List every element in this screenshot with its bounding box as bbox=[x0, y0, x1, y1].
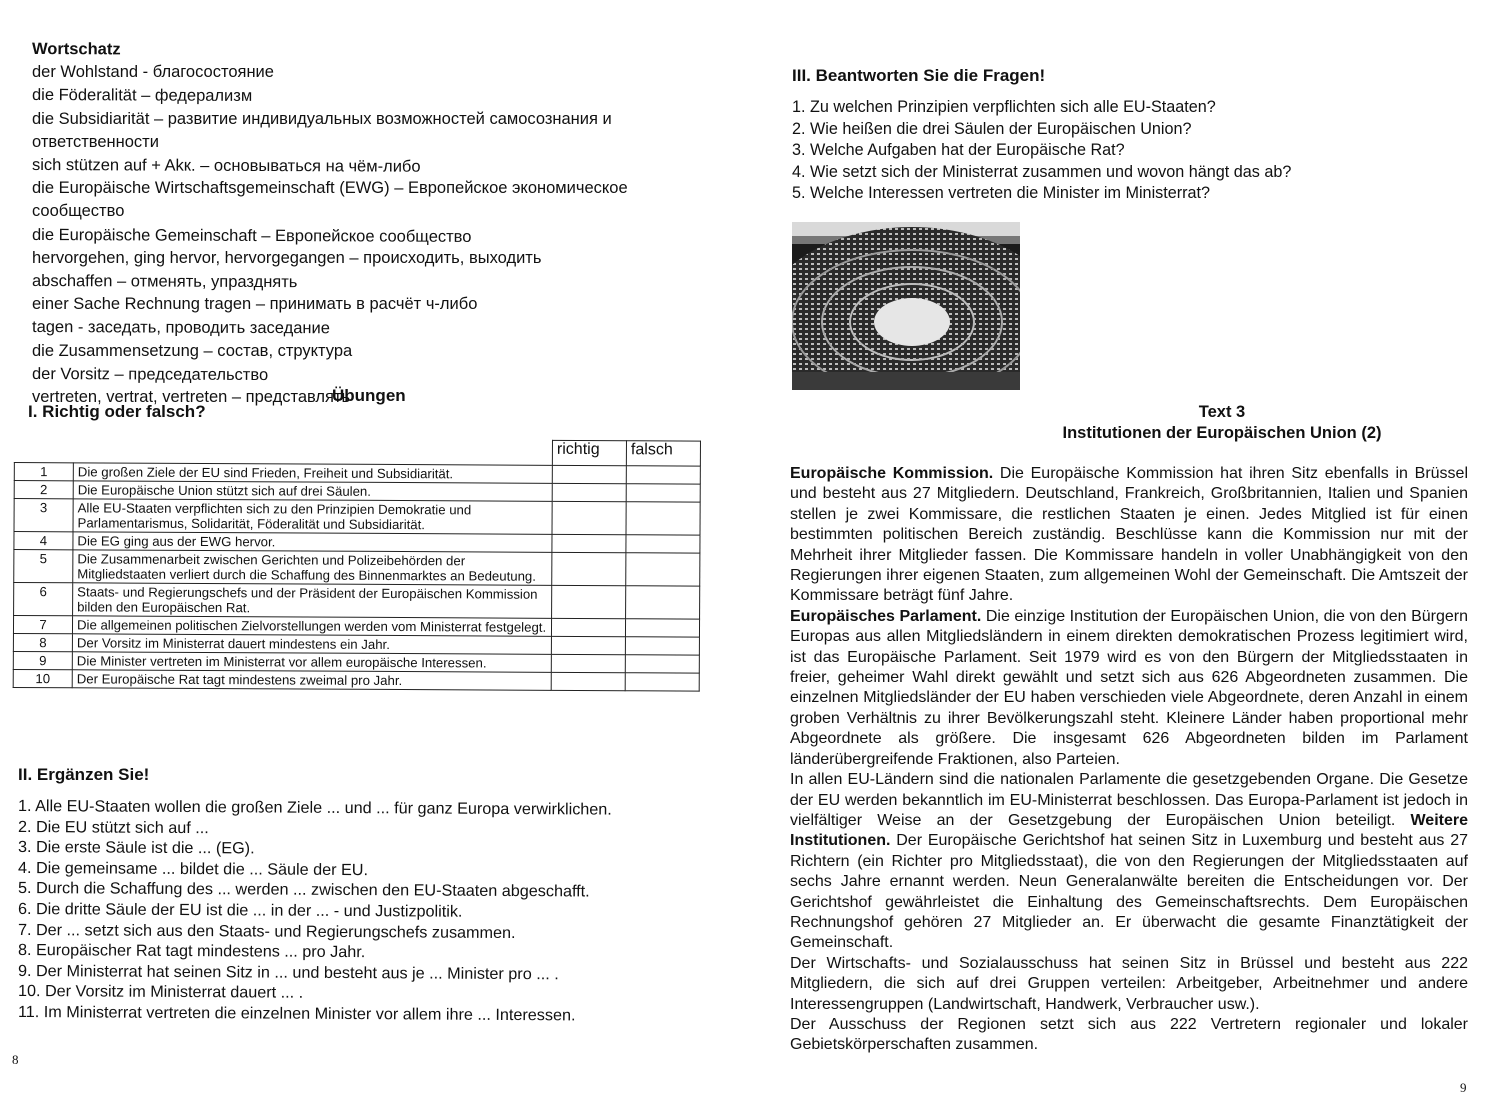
row-number: 3 bbox=[14, 499, 73, 532]
richtig-cell[interactable] bbox=[551, 636, 625, 654]
vocab-item: die Europäische Wirtschaftsgemeinschaft (EWG) – Европейское экономическое сообщество bbox=[32, 179, 628, 221]
right-page bbox=[752, 0, 1504, 1116]
question-item: 5. Welche Interessen vertreten die Minister im Ministerrat? bbox=[792, 184, 1211, 202]
vocab-item: der Wohlstand - благосостояние bbox=[32, 63, 274, 82]
falsch-cell[interactable] bbox=[625, 637, 699, 655]
richtig-cell[interactable] bbox=[552, 483, 626, 501]
vocab-item: die Zusammensetzung – состав, структура bbox=[32, 341, 353, 360]
row-statement: Der Europäische Rat tagt mindestens zweimal pro Jahr. bbox=[72, 670, 551, 691]
paragraph-text: Die einzige Institution der Europäischen Union, die von den Bürgern Europas aus allen Mitgliedsländern in einem direkten demokratischen Prozess legitimiert wird, ist das Europäische Parlament. Seit 1979 wird es von den Bürgern der Mitgliedsstaaten in freier, geheimer Wahl direkt gewählt und setzt sich aus 626 Abgeordneten zusammen. Die einzelnen Mitgliedsländer der EU haben verschieden viele Abgeordnete, deren Anzahl in einem groben Verhältnis zu ihrer Bevölkerungszahl steht. Kleinere Länder haben proportional mehr Abgeordnete als größere. Die insgesamt 626 Abgeordneten bilden im Parlament länderübergreifende Fraktionen, also Parteien. bbox=[790, 607, 1468, 768]
richtig-cell[interactable] bbox=[552, 501, 626, 534]
section1-title: I. Richtig oder falsch? bbox=[28, 402, 206, 421]
text-label: Text 3 bbox=[1198, 403, 1246, 421]
richtig-cell[interactable] bbox=[551, 654, 625, 672]
richtig-cell[interactable] bbox=[552, 465, 626, 483]
fill-item: 2. Die EU stützt sich auf ... bbox=[17, 817, 209, 837]
vocab-item: die Föderalität – федерализм bbox=[31, 86, 253, 106]
question-item: 2. Wie heißen die drei Säulen der Europäischen Union? bbox=[792, 119, 1192, 138]
paragraph-text: Der Wirtschafts- und Sozialausschuss hat seinen Sitz in Brüssel und besteht aus 222 Mitgliedern, die sich auf drei Gruppen verteilen: Arbeitgeber, Arbeitnehmer und andere Interessengruppen (Landwirtschaft, Handwerk, Verbraucher usw.). bbox=[790, 954, 1468, 1013]
row-statement: Die Zusammenarbeit zwischen Gerichten und Polizeibehörden der Mitgliedstaaten verliert durch die Schaffung des Binnenmarktes an Bedeutung. bbox=[73, 550, 552, 586]
table-row bbox=[14, 499, 700, 536]
falsch-header: falsch bbox=[626, 441, 700, 466]
paragraph bbox=[790, 954, 1468, 1015]
richtig-header: richtig bbox=[552, 440, 626, 465]
vocab-item: die Europäische Gemeinschaft – Европейское сообщество bbox=[31, 225, 472, 246]
parliament-photo bbox=[792, 222, 1020, 390]
paragraph bbox=[790, 1015, 1468, 1056]
falsch-cell[interactable] bbox=[626, 484, 700, 502]
vocabulary-list bbox=[32, 38, 722, 409]
question-item: 1. Zu welchen Prinzipien verpflichten sich alle EU-Staaten? bbox=[792, 98, 1216, 116]
richtig-cell[interactable] bbox=[552, 585, 626, 618]
vocab-title: Wortschatz bbox=[31, 40, 121, 59]
fill-item: 10. Der Vorsitz im Ministerrat dauert ... . bbox=[17, 982, 304, 1003]
falsch-cell[interactable] bbox=[625, 673, 699, 691]
fill-item: 3. Die erste Säule ist die ... (EG). bbox=[17, 838, 255, 858]
vocab-item: der Vorsitz – председательство bbox=[31, 364, 269, 384]
falsch-cell[interactable] bbox=[626, 502, 700, 535]
true-false-table bbox=[13, 437, 701, 692]
row-statement: Der Vorsitz im Ministerrat dauert mindestens ein Jahr. bbox=[72, 634, 551, 655]
table-row bbox=[14, 550, 700, 587]
question-item: 4. Wie setzt sich der Ministerrat zusammen und wovon hängt das ab? bbox=[792, 162, 1292, 181]
fill-item: 4. Die gemeinsame ... bildet die ... Säule der EU. bbox=[17, 858, 369, 879]
vocab-item: einer Sache Rechnung tragen – принимать в расчёт ч-либо bbox=[32, 295, 478, 314]
fill-item: 8. Europäischer Rat tagt mindestens ... pro Jahr. bbox=[17, 941, 366, 962]
paragraph-text: Der Europäische Gerichtshof hat seinen Sitz in Luxemburg und besteht aus 27 Richtern (ein Richter pro Mitgliedsstaat), die von den Regierungen der Mitgliedsstaaten auf sechs Jahre ernannt werden. Neun Generalanwälte bereiten die Entscheidungen vor. Der Gerichtshof gewährleistet die Einhaltung des Gemeinschaftsrechts. Dem Europäischen Rechnungshof gehören 27 Mitglieder an. Er überwacht die gesamte Finanztätigkeit der Gemeinschaft. bbox=[790, 832, 1468, 952]
falsch-cell[interactable] bbox=[626, 586, 700, 619]
row-number: 10 bbox=[13, 669, 72, 687]
richtig-cell[interactable] bbox=[552, 552, 626, 585]
row-statement: Die Minister vertreten im Ministerrat vor allem europäische Interessen. bbox=[72, 652, 551, 673]
paragraph-text: Die Europäische Kommission hat ihren Sitz ebenfalls in Brüssel und besteht aus 27 Mitgliedern. Deutschland, Frankreich, Großbritannien, Italien und Spanien stellen je zwei Kommissare, die restlichen Staaten je einen. Jedes Mitglied ist für einen bestimmten politischen Bereich zuständig. Beschlüsse kann die Kommission nur mit der Mehrheit ihrer Mitglieder fassen. Die Kommissare handeln in voller Unabhängigkeit von den Regierungen ihrer eigenen Staaten, zum allgemeinen Wohl der Gemeinschaft. Die Amtszeit der Kommissare beträgt fünf Jahre. bbox=[790, 465, 1469, 605]
text-title: Institutionen der Europäischen Union (2) bbox=[1062, 424, 1382, 442]
row-statement: Alle EU-Staaten verpflichten sich zu den Prinzipien Demokratie und Parlamentarismus, Solidarität, Föderalität und Subsidiarität. bbox=[73, 499, 552, 535]
vocab-item: vertreten, vertrat, vertreten – представлять bbox=[32, 388, 351, 407]
questions-list bbox=[792, 97, 1291, 205]
section3-title: III. Beantworten Sie die Fragen! bbox=[792, 66, 1046, 85]
fill-item: 5. Durch die Schaffung des ... werden ... zwischen den EU-Staaten abgeschafft. bbox=[17, 879, 590, 901]
paragraph-lead: Europäisches Parlament. bbox=[790, 607, 982, 625]
fill-in-list bbox=[18, 796, 738, 1023]
row-statement: Staats- und Regierungschefs und der Präsident der Europäischen Kommission bilden den Europäischen Rat. bbox=[73, 583, 552, 619]
table-row bbox=[13, 669, 699, 691]
fill-item: 7. Der ... setzt sich aus den Staats- und Regierungschefs zusammen. bbox=[17, 920, 516, 942]
text-heading bbox=[872, 402, 1504, 444]
page-number-left: 8 bbox=[12, 1052, 19, 1067]
row-number: 5 bbox=[14, 550, 73, 583]
row-statement: Die EG ging aus der EWG hervor. bbox=[73, 532, 552, 553]
falsch-cell[interactable] bbox=[626, 535, 700, 553]
fill-item: 6. Die dritte Säule der EU ist die ... in der ... - und Justizpolitik. bbox=[17, 899, 463, 921]
falsch-cell[interactable] bbox=[625, 655, 699, 673]
falsch-cell[interactable] bbox=[626, 553, 700, 586]
fill-item: 9. Der Ministerrat hat seinen Sitz in ... und besteht aus je ... Minister pro ... . bbox=[17, 961, 559, 984]
vocab-item: die Subsidiarität – развитие индивидуальных возможностей самосознания и ответственности bbox=[32, 109, 612, 151]
row-number: 2 bbox=[14, 481, 73, 499]
question-item: 3. Welche Aufgaben hat der Europäische Rat? bbox=[792, 141, 1125, 159]
row-number: 1 bbox=[14, 463, 73, 481]
row-number: 9 bbox=[13, 651, 72, 669]
vocab-item: sich stützen auf + Akк. – основываться на чём-либо bbox=[31, 156, 421, 176]
richtig-cell[interactable] bbox=[551, 672, 625, 690]
fill-item: 11. Im Ministerrat vertreten die einzelnen Minister vor allem ihre ... Interessen. bbox=[17, 1002, 576, 1025]
ubungen-title: Übungen bbox=[332, 386, 406, 405]
falsch-cell[interactable] bbox=[626, 466, 700, 484]
paragraph bbox=[790, 770, 1468, 954]
vocab-item: hervorgehen, ging hervor, hervorgegangen – происходить, выходить bbox=[32, 248, 542, 267]
paragraph-lead: Weitere Institutionen. bbox=[790, 811, 1468, 850]
paragraph-text: In allen EU-Ländern sind die nationalen Parlamente die gesetzgebenden Organe. Die Gesetze der EU werden bekanntlich im EU-Ministerrat beschlossen. Das Europa-Parlament ist jedoch in vielfältiger Weise an der Gesetzgebung der Europäischen Union beteiligt. bbox=[790, 771, 1468, 829]
article-body bbox=[790, 464, 1468, 1056]
paragraph-lead: Europäische Kommission. bbox=[790, 465, 994, 482]
vocab-item: abschaffen – отменять, упразднять bbox=[31, 272, 298, 292]
row-number: 8 bbox=[13, 633, 72, 651]
fill-item: 1. Alle EU-Staaten wollen die großen Ziele ... und ... für ganz Europa verwirklichen. bbox=[17, 797, 612, 819]
paragraph-text: Der Ausschuss der Regionen setzt sich aus 222 Vertretern regionaler und lokaler Gebietskörperschaften zusammen. bbox=[790, 1015, 1468, 1054]
row-statement: Die Europäische Union stützt sich auf drei Säulen. bbox=[73, 481, 552, 502]
falsch-cell[interactable] bbox=[625, 619, 699, 637]
section2-title: II. Ergänzen Sie! bbox=[18, 765, 150, 784]
richtig-cell[interactable] bbox=[551, 618, 625, 636]
paragraph bbox=[790, 607, 1468, 770]
row-number: 6 bbox=[14, 583, 73, 616]
row-number: 4 bbox=[14, 532, 73, 550]
vocab-item: tagen - заседать, проводить заседание bbox=[31, 318, 330, 338]
paragraph bbox=[790, 464, 1468, 607]
row-number: 7 bbox=[13, 616, 72, 634]
table-row bbox=[14, 583, 700, 620]
row-statement: Die großen Ziele der EU sind Frieden, Freiheit und Subsidiarität. bbox=[73, 463, 552, 484]
page-number-right: 9 bbox=[1460, 1080, 1467, 1095]
row-statement: Die allgemeinen politischen Zielvorstellungen werden vom Ministerrat festgelegt. bbox=[72, 616, 551, 637]
richtig-cell[interactable] bbox=[552, 534, 626, 552]
